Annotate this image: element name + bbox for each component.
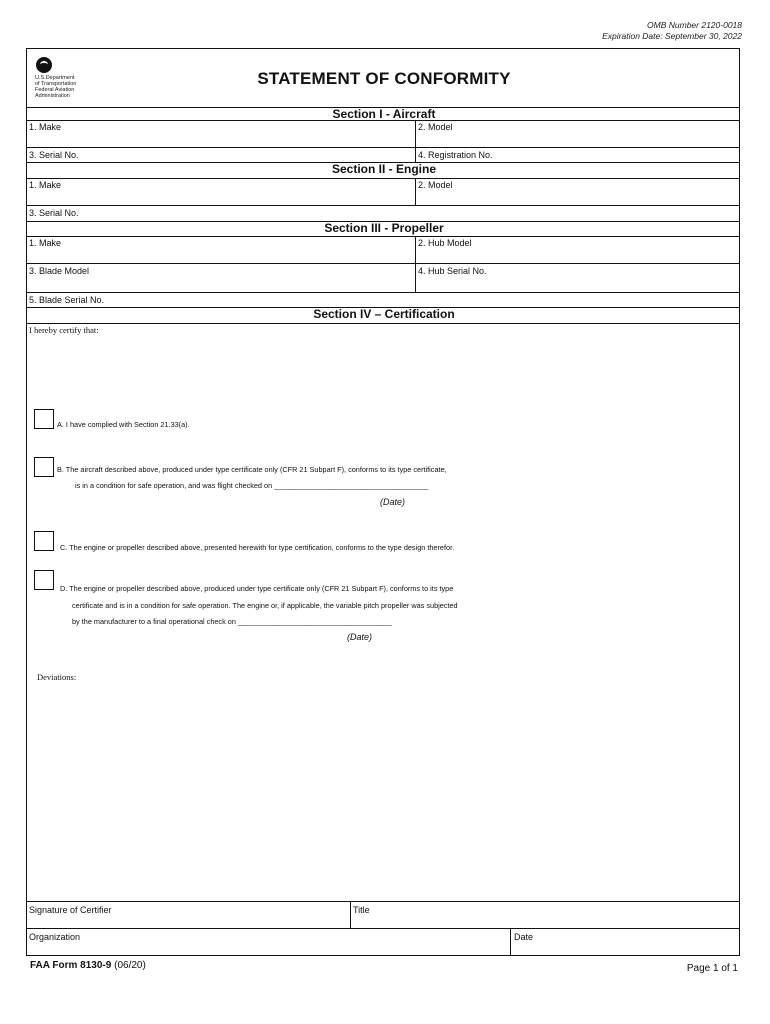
checkbox-c[interactable] <box>34 531 54 551</box>
divider <box>27 120 739 121</box>
signature-title-field[interactable]: Title <box>353 905 370 915</box>
engine-model-field[interactable]: 2. Model <box>418 180 453 190</box>
hub-serial-field[interactable]: 4. Hub Serial No. <box>418 266 487 276</box>
statement-c: C. The engine or propeller described above, presented herewith for type certification, conforms to the type design therefor. <box>60 543 455 552</box>
statement-d-date-label: (Date) <box>347 632 373 642</box>
omb-info <box>602 20 742 42</box>
blade-serial-field[interactable]: 5. Blade Serial No. <box>29 295 105 305</box>
omb-number: OMB Number 2120-0018 <box>647 20 742 30</box>
divider <box>27 292 739 293</box>
deviations-label: Deviations: <box>37 672 77 682</box>
signature-date-field[interactable]: Date <box>514 932 534 942</box>
divider <box>27 323 739 324</box>
statement-b-line2[interactable]: is in a condition for safe operation, and was flight checked on ______________________________________ <box>75 481 429 490</box>
divider <box>27 236 739 237</box>
form-title: STATEMENT OF CONFORMITY <box>257 69 511 88</box>
propeller-make-field[interactable]: 1. Make <box>29 238 62 248</box>
divider <box>27 263 739 264</box>
checkbox-a[interactable] <box>34 409 54 429</box>
divider <box>350 901 351 928</box>
aircraft-model-field[interactable]: 2. Model <box>418 122 453 132</box>
omb-expiration: Expiration Date: September 30, 2022 <box>602 31 742 41</box>
statement-b-date-label: (Date) <box>380 497 406 507</box>
divider <box>415 120 416 162</box>
section-aircraft-heading: Section I - Aircraft <box>332 107 436 121</box>
checkbox-b[interactable] <box>34 457 54 477</box>
divider <box>27 901 739 902</box>
divider <box>415 236 416 292</box>
aircraft-make-field[interactable]: 1. Make <box>29 122 62 132</box>
organization-field[interactable]: Organization <box>29 932 81 942</box>
form-number: FAA Form 8130-9 <box>30 960 112 971</box>
certification-intro: I hereby certify that: <box>29 325 99 335</box>
statement-d-line2: certificate and is in a condition for safe operation. The engine or, if applicable, the variable pitch propeller was subjected <box>72 601 458 610</box>
page-number: Page 1 of 1 <box>686 963 738 974</box>
statement-d-line1: D. The engine or propeller described above, produced under type certificate only (CFR 21 Subpart F), conforms to its type <box>60 584 454 593</box>
form-id <box>30 960 146 971</box>
section-certification-heading: Section IV – Certification <box>313 307 455 321</box>
agency-name: U.S.Department of Transportation Federal Aviation Administration <box>35 75 77 99</box>
signature-certifier-field[interactable]: Signature of Certifier <box>29 905 112 915</box>
statement-of-conformity-form <box>26 48 740 956</box>
checkbox-d[interactable] <box>34 570 54 590</box>
hub-model-field[interactable]: 2. Hub Model <box>418 238 472 248</box>
divider <box>27 178 739 179</box>
blade-model-field[interactable]: 3. Blade Model <box>29 266 90 276</box>
aircraft-registration-field[interactable]: 4. Registration No. <box>418 150 493 160</box>
divider <box>27 205 739 206</box>
engine-make-field[interactable]: 1. Make <box>29 180 62 190</box>
divider <box>27 147 739 148</box>
form-revision: (06/20) <box>114 960 146 971</box>
divider <box>415 178 416 205</box>
divider <box>510 928 511 955</box>
divider <box>27 928 739 929</box>
section-engine-heading: Section II - Engine <box>331 162 436 176</box>
section-propeller-heading: Section III - Propeller <box>324 221 444 235</box>
engine-serial-field[interactable]: 3. Serial No. <box>29 208 79 218</box>
statement-d-line3[interactable]: by the manufacturer to a final operational check on ______________________________________ <box>72 617 393 626</box>
statement-a: A. I have complied with Section 21.33(a). <box>57 420 190 429</box>
aircraft-serial-field[interactable]: 3. Serial No. <box>29 150 79 160</box>
statement-b-line1: B. The aircraft described above, produced under type certificate only (CFR 21 Subpart F), conforms to its type certificate, <box>57 465 447 474</box>
